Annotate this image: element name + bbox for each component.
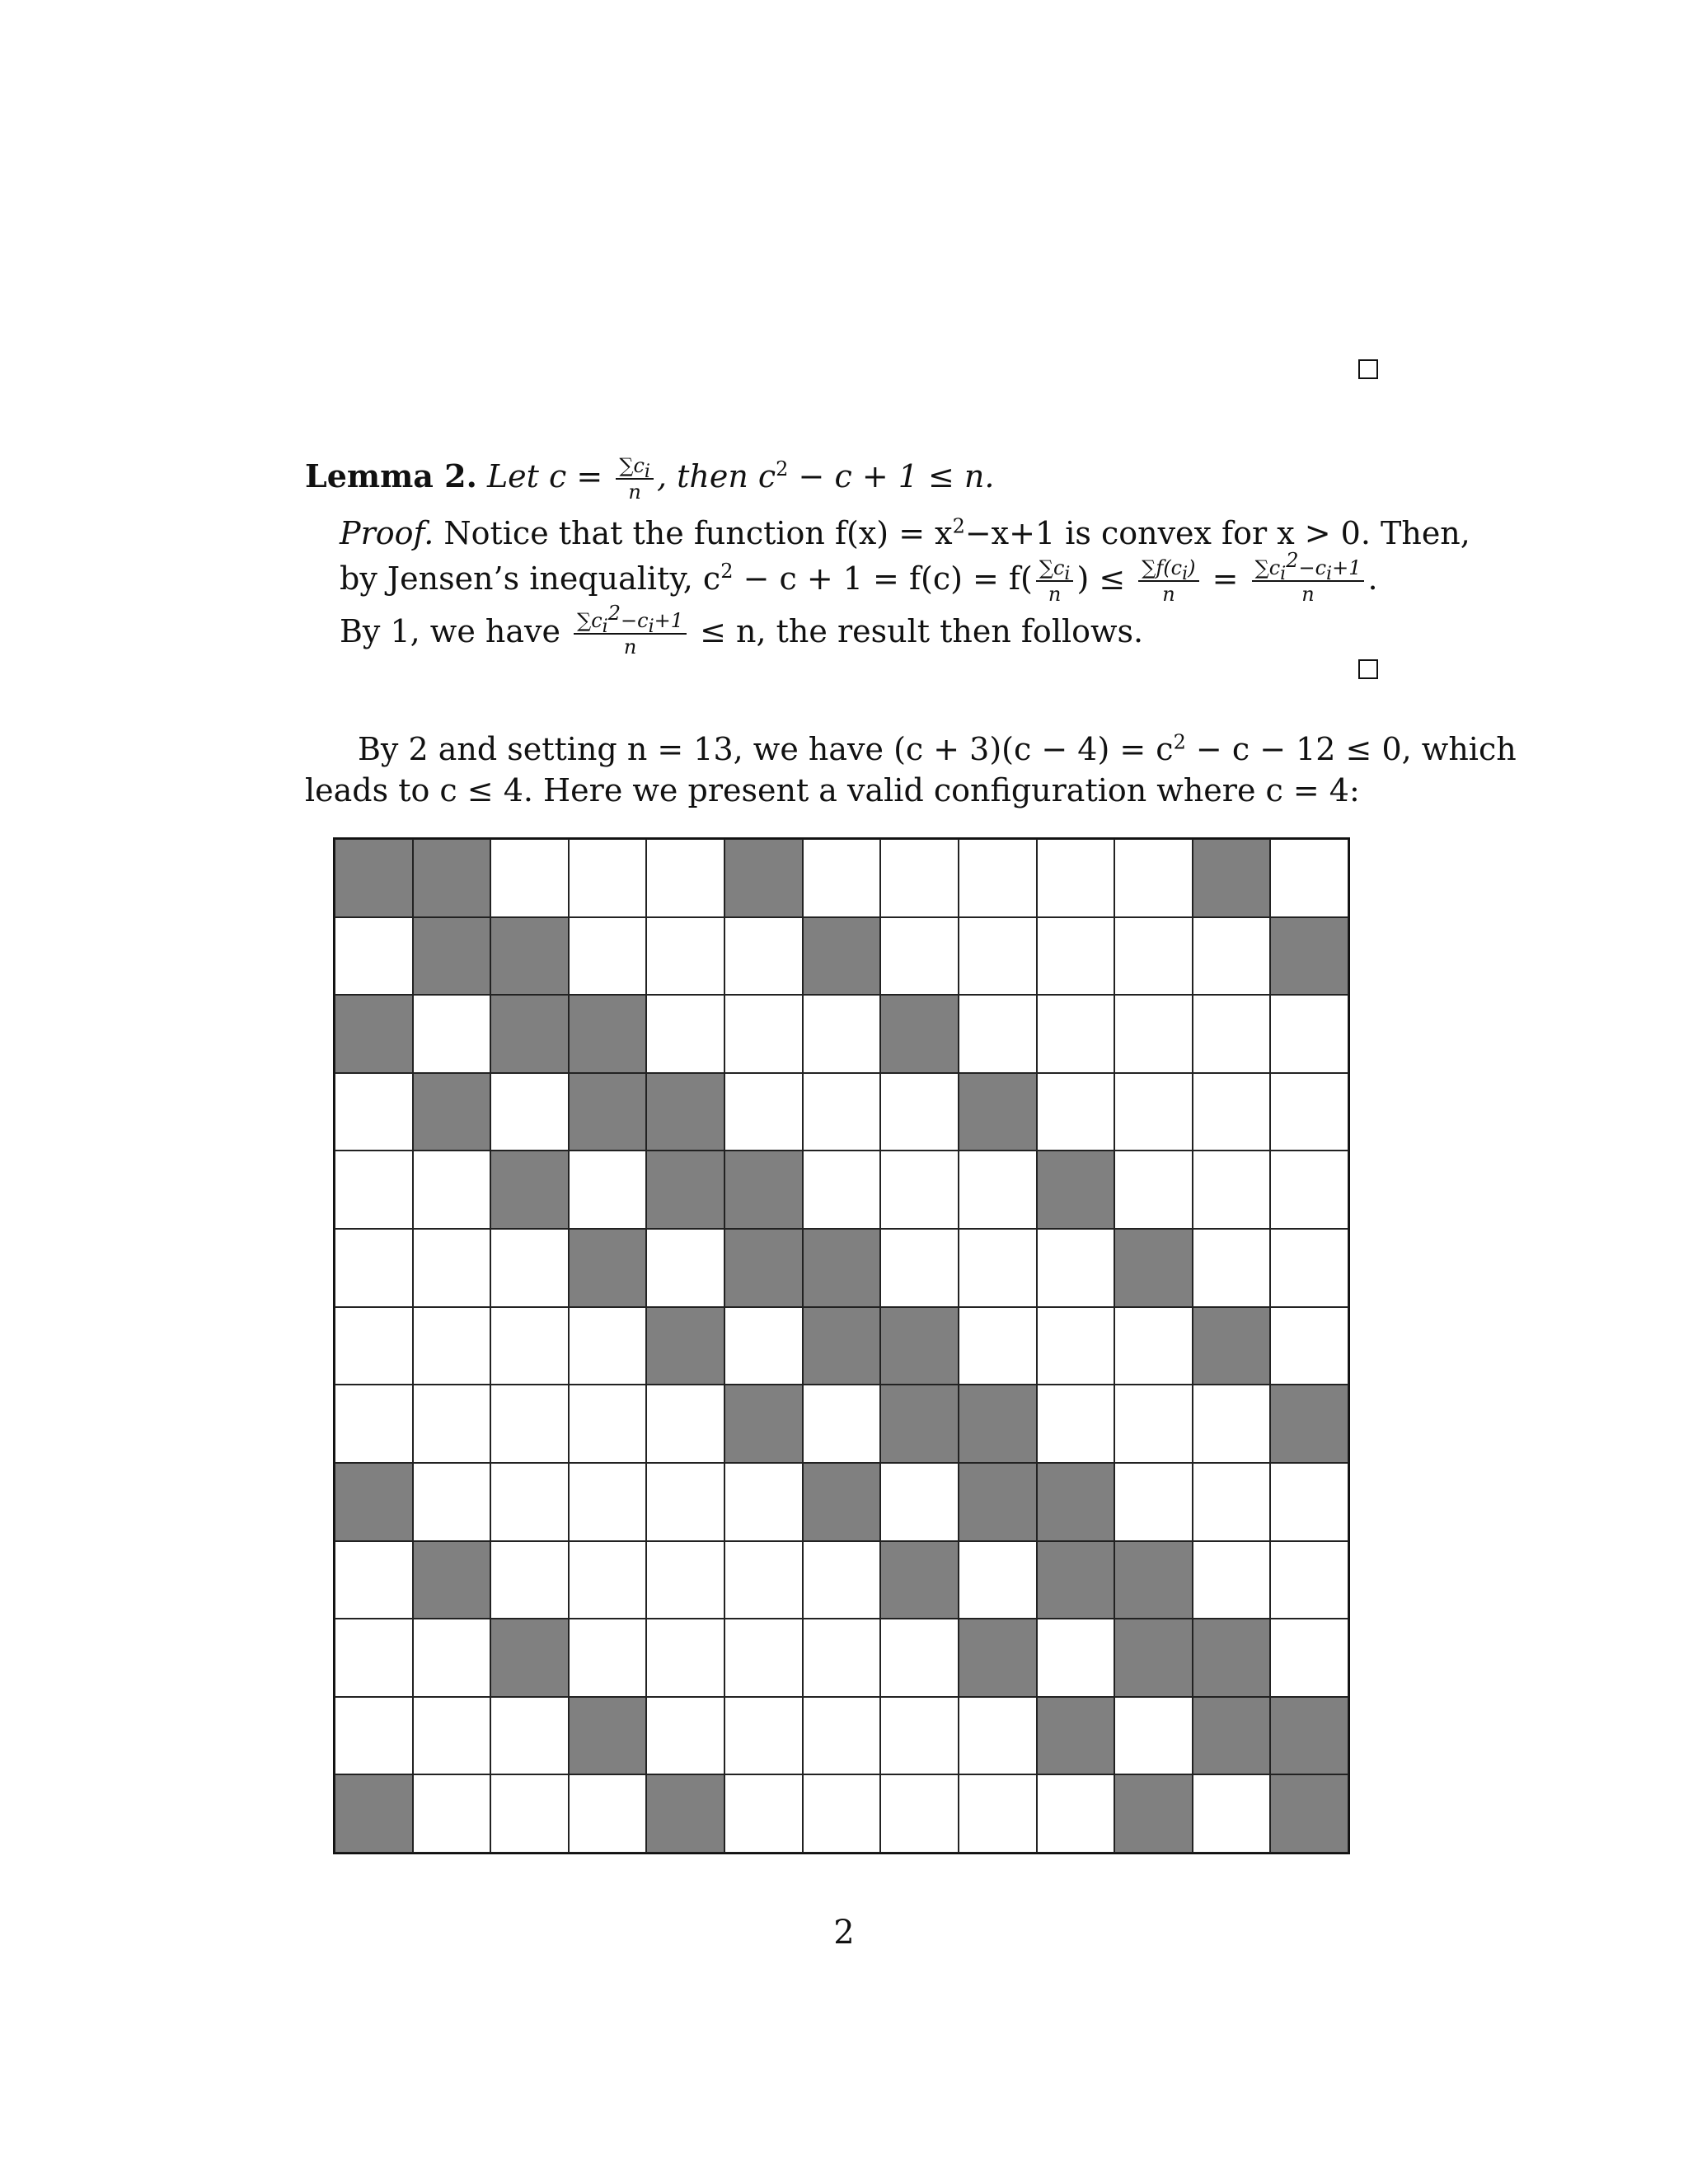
grid-cell [1114,1619,1193,1697]
proof-label: Proof. [340,515,434,551]
grid-cell [413,1774,491,1853]
grid-cell [335,1073,413,1151]
grid-cell [569,917,647,996]
grid-cell [880,1697,959,1775]
grid-cell [1114,1697,1193,1775]
grid-cell [803,1697,881,1775]
grid-cell [803,1151,881,1229]
grid-cell [1193,839,1271,917]
grid-cell [1037,1229,1115,1307]
grid-cell [490,1073,569,1151]
grid-cell [724,1229,803,1307]
page-number: 2 [833,1914,855,1952]
grid-cell [1193,1541,1271,1619]
configuration-grid [333,837,1350,1854]
grid-cell [490,1463,569,1541]
grid-cell [413,1307,491,1385]
grid-cell [490,917,569,996]
grid-cell [1193,917,1271,996]
grid-cell [1193,1697,1271,1775]
grid-cell [413,1385,491,1463]
grid-cell [1037,1385,1115,1463]
grid-cell [880,1307,959,1385]
grid-cell [1193,1229,1271,1307]
grid-cell [803,1774,881,1853]
proof-line-1: Proof. Notice that the function $f(x) = x^2-x+1$ is convex for x > 0. Then, [340,514,1470,551]
grid-cell [1270,1697,1348,1775]
grid-cell [646,1619,724,1697]
grid-cell [569,1385,647,1463]
grid-cell [569,1619,647,1697]
grid-cell [724,1151,803,1229]
grid-cell [724,917,803,996]
grid-cell [803,1619,881,1697]
grid-cell [646,1463,724,1541]
grid-cell [724,1619,803,1697]
grid-cell [724,839,803,917]
grid-cell [413,1151,491,1229]
grid-cell [1114,1073,1193,1151]
grid-cell [803,1229,881,1307]
lemma-fraction: $\frac{\sum c_i}{n}$ [616,455,654,504]
grid-cell [335,1307,413,1385]
proof-line-3: By 1, we have $\frac{\sum c_i^2-c_i+1}{n}$ ≤ n, the result then follows. [340,602,1144,659]
grid-cell [1270,1619,1348,1697]
grid-cell [646,839,724,917]
grid-cell [803,1073,881,1151]
grid-cell [880,1385,959,1463]
grid-cell [1114,1385,1193,1463]
grid-cell [490,995,569,1073]
grid-cell [880,917,959,996]
grid-cell [1270,1307,1348,1385]
grid-cell [1037,1697,1115,1775]
grid-cell [569,1541,647,1619]
grid-cell [1193,1307,1271,1385]
grid-cell [724,995,803,1073]
grid-cell [1270,1774,1348,1853]
grid-cell [646,917,724,996]
grid-cell [569,1697,647,1775]
grid-cell [490,1697,569,1775]
grid-cell [335,1385,413,1463]
grid-cell [880,1774,959,1853]
grid-cell [413,1229,491,1307]
grid-cell [1193,1385,1271,1463]
grid-cell [490,1619,569,1697]
grid-cell [1270,995,1348,1073]
grid-cell [646,1385,724,1463]
grid-cell [569,1307,647,1385]
grid-cell [335,917,413,996]
grid-cell [335,839,413,917]
paragraph-line-1: By 2 and setting n = 13, we have $(c + 3)(c - 4) = c^2 - c - 12 \le 0$, which [358,730,1517,767]
grid-cell [880,839,959,917]
grid-cell [646,1774,724,1853]
grid-cell [1037,1774,1115,1853]
grid-cell [1193,1463,1271,1541]
grid-cell [959,1774,1037,1853]
grid-cell [1037,1307,1115,1385]
qed-box-top [1358,359,1378,379]
grid-cell [959,1463,1037,1541]
grid-cell [1114,1307,1193,1385]
grid-cell [335,1774,413,1853]
grid-cell [413,1541,491,1619]
grid-cell [880,1619,959,1697]
grid-cell [1037,1619,1115,1697]
proof-line-2: by Jensen’s inequality, $c^2 - c + 1 = f(c) = f$( $\frac{\sum c_i}{n}$ ) ≤ $\frac{\sum f(c_i)}{n}$ = $\frac{\sum c_i^2-c_i+1}{n}$ . [340,549,1378,607]
grid-cell [1037,1151,1115,1229]
grid-cell [1193,1774,1271,1853]
grid-cell [1193,1151,1271,1229]
grid-cell [724,1073,803,1151]
lemma-statement: Lemma 2. Let c = $\frac{\sum c_i}{n}$ , then $c^2 - c + 1 \le n$. [305,454,995,504]
grid-cell [1270,1541,1348,1619]
grid-cell [569,839,647,917]
grid-cell [1270,839,1348,917]
grid-cell [724,1307,803,1385]
grid-cell [413,1463,491,1541]
grid-cell [413,995,491,1073]
grid-cell [1037,1073,1115,1151]
grid-cell [1114,1541,1193,1619]
grid-cell [1270,1385,1348,1463]
grid-cell [724,1541,803,1619]
grid-cell [1037,1541,1115,1619]
grid-cell [880,1541,959,1619]
grid-cell [569,1774,647,1853]
grid-cell [569,995,647,1073]
grid-cell [803,1541,881,1619]
grid-cell [1037,839,1115,917]
grid-cell [1114,1151,1193,1229]
grid-cell [1037,995,1115,1073]
grid-cell [646,1151,724,1229]
grid-cell [335,995,413,1073]
grid-cell [959,1541,1037,1619]
grid-cell [335,1151,413,1229]
grid-cell [335,1229,413,1307]
grid-cell [803,1307,881,1385]
grid-cell [880,1151,959,1229]
grid-cell [1114,1774,1193,1853]
grid-cell [880,1229,959,1307]
grid-cell [1114,995,1193,1073]
grid-cell [724,1774,803,1853]
grid-cell [1037,1463,1115,1541]
grid-cell [959,1307,1037,1385]
grid-cell [959,1697,1037,1775]
grid-cell [959,1385,1037,1463]
grid-cell [569,1151,647,1229]
grid-cell [1270,917,1348,996]
grid-cell [413,1073,491,1151]
grid-cell [1193,995,1271,1073]
grid-cell [959,1619,1037,1697]
grid-cell [646,1541,724,1619]
grid-cell [413,917,491,996]
grid-cell [490,1229,569,1307]
grid-cell [880,1463,959,1541]
grid-cell [1114,917,1193,996]
grid-cell [646,1307,724,1385]
grid-cell [1114,1229,1193,1307]
grid-cell [413,1697,491,1775]
grid-cell [1037,917,1115,996]
grid-cell [646,1073,724,1151]
grid-cell [569,1229,647,1307]
grid-cell [335,1541,413,1619]
grid-cell [959,839,1037,917]
grid-cell [490,1385,569,1463]
grid-cell [490,1151,569,1229]
grid-cell [1270,1151,1348,1229]
grid-cell [724,1697,803,1775]
grid-cell [724,1385,803,1463]
grid-cell [413,1619,491,1697]
grid-cell [803,1463,881,1541]
grid-cell [490,839,569,917]
grid-cell [803,839,881,917]
grid-cell [646,1697,724,1775]
grid-cell [646,995,724,1073]
grid-cell [1114,1463,1193,1541]
grid-cell [959,1151,1037,1229]
paragraph-line-2: leads to c ≤ 4. Here we present a valid configuration where c = 4: [305,772,1360,808]
grid-cell [1270,1463,1348,1541]
grid-cell [490,1541,569,1619]
grid-cell [490,1774,569,1853]
grid-cell [803,917,881,996]
grid-cell [880,1073,959,1151]
grid-cell [959,1073,1037,1151]
grid-cell [880,995,959,1073]
grid-cell [490,1307,569,1385]
grid-cell [335,1697,413,1775]
grid-cell [803,1385,881,1463]
grid-cell [569,1463,647,1541]
grid-cell [335,1619,413,1697]
grid-cell [1270,1229,1348,1307]
grid-cell [1193,1073,1271,1151]
lemma-label: Lemma 2. [305,457,477,494]
grid-cell [803,995,881,1073]
grid-cell [335,1463,413,1541]
grid-cell [1193,1619,1271,1697]
grid-cell [959,995,1037,1073]
grid-cell [959,1229,1037,1307]
grid-cell [569,1073,647,1151]
grid-cell [1114,839,1193,917]
qed-box-proof [1358,659,1378,679]
grid-cell [1270,1073,1348,1151]
grid-cell [959,917,1037,996]
grid-cell [413,839,491,917]
grid-cell [646,1229,724,1307]
grid-cell [724,1463,803,1541]
